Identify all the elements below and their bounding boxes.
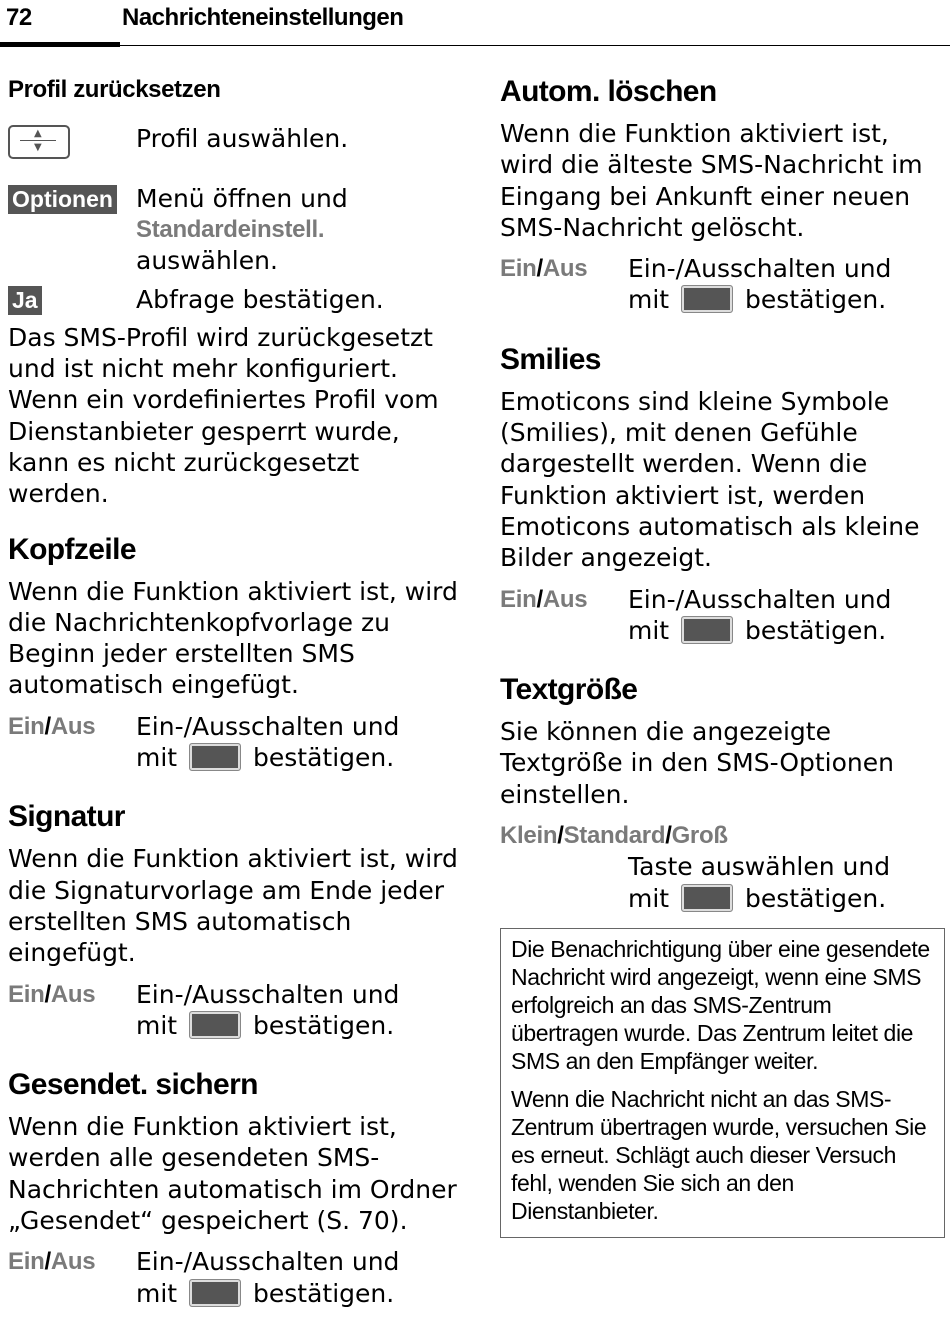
center-key-icon <box>681 884 733 912</box>
section-smilies <box>500 342 945 646</box>
page-header <box>0 0 950 48</box>
body-text: Das SMS-Profil wird zurückgesetzt und ist nicht mehr konfiguriert. Wenn ein vordefiniertes Profil vom Dienstanbieter gesperrt wurde, kann es nicht zurückgesetzt werden. <box>8 322 439 509</box>
section-profile-reset <box>8 74 458 510</box>
section-title: Textgröße <box>500 673 638 707</box>
option-row: Ein/Aus Ein-/Ausschalten und mit bestätigen. <box>500 584 892 645</box>
center-key-icon <box>681 616 733 644</box>
option-row: Ein/Aus Ein-/Ausschalten und mit bestätigen. <box>8 979 400 1040</box>
page-number: 72 <box>6 4 32 31</box>
right-column <box>500 70 945 1238</box>
step-row <box>8 284 458 315</box>
section-title: Autom. löschen <box>500 75 717 108</box>
center-key-icon <box>189 1279 241 1307</box>
option-on: Ein <box>8 980 45 1008</box>
option-off: Aus <box>50 980 96 1008</box>
note-box <box>500 928 945 1238</box>
section-title: Kopfzeile <box>8 532 136 566</box>
section-title: Smilies <box>500 342 601 376</box>
option-row: Ein/Aus Ein-/Ausschalten und mit bestätigen. <box>500 254 892 315</box>
center-key-icon <box>189 743 241 771</box>
option-row: Ein/Aus Ein-/Ausschalten und mit bestätigen. <box>8 711 400 773</box>
menu-item-reference: Standardeinstell. <box>136 215 325 243</box>
yes-softkey: Ja <box>8 286 42 315</box>
section-title: Signatur <box>8 800 125 834</box>
body-text: Emoticons sind kleine Symbole (Smilies), mit denen Gefühle dargestellt werden. Wenn die Funktion aktiviert ist, werden Emoticons automatisch als kleine Bilder angezeigt. <box>500 386 920 573</box>
section-title: Gesendet. sichern <box>8 1068 258 1102</box>
note-paragraph: Die Benachrichtigung über eine gesendete Nachricht wird angezeigt, wenn eine SMS erfolgreich an das SMS-Zentrum übertragen wurde. Das Zentrum leitet die SMS an den Empfänger weiter. <box>511 935 930 1074</box>
header-title: Nachrichteneinstellungen <box>122 4 404 31</box>
note-paragraph: Wenn die Nachricht nicht an das SMS-Zentrum übertragen wurde, versuchen Sie es erneut. Schlägt auch dieser Versuch fehl, wenden Sie sich an den Dienstanbieter. <box>511 1085 927 1224</box>
option-row: Taste auswählen und mit bestätigen. <box>628 852 891 913</box>
option-on: Ein <box>500 255 537 283</box>
option-on: Ein <box>8 712 45 740</box>
left-column <box>8 70 458 1335</box>
step-desc: Profil auswählen. <box>136 124 349 154</box>
option-on: Ein <box>8 1248 45 1276</box>
step-desc: Abfrage bestätigen. <box>136 285 384 315</box>
body-text: Sie können die angezeigte Textgröße in den SMS-Optionen einstellen. <box>500 717 894 809</box>
body-text: Wenn die Funktion aktiviert ist, wird die älteste SMS-Nachricht im Eingang bei Ankunft einer neuen SMS-Nachricht gelöscht. <box>500 119 923 242</box>
step-row <box>8 183 458 277</box>
center-key-icon <box>681 285 733 313</box>
option-off: Aus <box>542 255 588 283</box>
body-text: Wenn die Funktion aktiviert ist, wird die Signaturvorlage am Ende jeder erstellten SMS automatisch eingefügt. <box>8 844 458 968</box>
header-rule <box>0 45 950 46</box>
option-row: Ein/Aus Ein-/Ausschalten und mit bestätigen. <box>8 1247 400 1308</box>
center-key-icon <box>189 1011 241 1039</box>
option-small: Klein <box>500 822 558 850</box>
option-off: Aus <box>50 712 96 740</box>
option-off: Aus <box>50 1248 96 1276</box>
option-large: Groß <box>671 822 728 850</box>
step-row <box>8 123 458 166</box>
navigation-key-icon: ▲ ▼ <box>8 125 70 159</box>
section-title: Profil zurücksetzen <box>8 76 221 103</box>
step-desc: auswählen. <box>136 246 278 276</box>
body-text: Wenn die Funktion aktiviert ist, wird die Nachrichtenkopfvorlage zu Beginn jeder erstellten SMS automatisch eingefügt. <box>8 576 458 700</box>
section-autom-loeschen <box>500 74 945 316</box>
step-desc: Menü öffnen und <box>136 183 348 213</box>
option-off: Aus <box>542 585 588 613</box>
options-softkey: Optionen <box>8 185 117 214</box>
section-signatur <box>8 799 458 1041</box>
section-kopfzeile <box>8 532 458 774</box>
option-on: Ein <box>500 585 537 613</box>
body-text: Wenn die Funktion aktiviert ist, werden alle gesendeten SMS-Nachrichten automatisch im Ordner „Gesendet“ gespeichert (S. 70). <box>8 1112 457 1236</box>
section-textgroesse <box>500 672 945 914</box>
size-options: Klein/Standard/Groß <box>500 822 728 850</box>
option-standard: Standard <box>563 822 666 850</box>
section-gesendet <box>8 1067 458 1309</box>
